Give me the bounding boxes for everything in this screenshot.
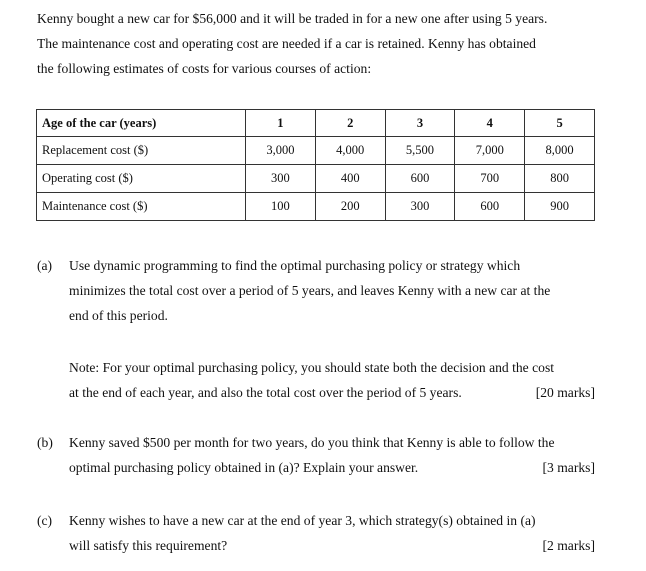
- question-b-line-2: optimal purchasing policy obtained in (a)? Explain your answer.: [69, 460, 419, 475]
- question-b-line-1: Kenny saved $500 per month for two years, do you think that Kenny is able to follow the: [69, 435, 555, 450]
- question-a-label: (a): [37, 258, 53, 273]
- table-row-replacement: [37, 137, 595, 165]
- table-cell: 800: [525, 165, 595, 193]
- row-label: Replacement cost ($): [37, 137, 246, 165]
- question-a-line-2: minimizes the total cost over a period of 5 years, and leaves Kenny with a new car at the: [69, 283, 551, 298]
- table-cell: 7,000: [455, 137, 525, 165]
- question-b-text: [69, 430, 595, 480]
- question-a-line-1: Use dynamic programming to find the optimal purchasing policy or strategy which: [69, 258, 521, 273]
- table-cell: 900: [525, 193, 595, 221]
- header-year-5: 5: [525, 110, 595, 137]
- header-year-3: 3: [385, 110, 455, 137]
- question-a: [37, 253, 595, 328]
- question-b-label: (b): [37, 435, 53, 450]
- question-b-marks: [3 marks]: [542, 460, 595, 475]
- question-c-label: (c): [37, 513, 53, 528]
- table-row-maintenance: [37, 193, 595, 221]
- question-a-line-3: end of this period.: [69, 308, 168, 323]
- table-cell: 700: [455, 165, 525, 193]
- intro-line-2: The maintenance cost and operating cost are needed if a car is retained. Kenny has obtained: [37, 36, 536, 51]
- header-year-4: 4: [455, 110, 525, 137]
- question-a-text: [69, 253, 595, 328]
- row-label: Maintenance cost ($): [37, 193, 246, 221]
- row-label: Operating cost ($): [37, 165, 246, 193]
- question-a-note: [69, 355, 595, 405]
- note-line-1: Note: For your optimal purchasing policy, you should state both the decision and the cost: [69, 360, 555, 375]
- question-c-text: [69, 508, 595, 558]
- cost-table: [36, 109, 595, 221]
- question-b: [37, 430, 595, 480]
- table-cell: 600: [385, 165, 455, 193]
- table-cell: 8,000: [525, 137, 595, 165]
- header-year-2: 2: [315, 110, 385, 137]
- table-cell: 3,000: [246, 137, 316, 165]
- question-c: [37, 508, 595, 558]
- table-cell: 300: [385, 193, 455, 221]
- header-year-1: 1: [246, 110, 316, 137]
- note-line-2: at the end of each year, and also the total cost over the period of 5 years.: [69, 385, 462, 400]
- table-cell: 100: [246, 193, 316, 221]
- table-cell: 600: [455, 193, 525, 221]
- table-cell: 300: [246, 165, 316, 193]
- table-row-operating: [37, 165, 595, 193]
- table-cell: 400: [315, 165, 385, 193]
- intro-paragraph: [37, 6, 609, 81]
- header-age-label: Age of the car (years): [37, 110, 246, 137]
- intro-line-3: the following estimates of costs for various courses of action:: [37, 61, 372, 76]
- table-cell: 5,500: [385, 137, 455, 165]
- question-c-marks: [2 marks]: [542, 538, 595, 553]
- question-c-line-2: will satisfy this requirement?: [69, 538, 228, 553]
- table-cell: 200: [315, 193, 385, 221]
- question-a-marks: [20 marks]: [535, 385, 595, 400]
- intro-line-1: Kenny bought a new car for $56,000 and it will be traded in for a new one after using 5 years.: [37, 11, 548, 26]
- table-header-row: [37, 110, 595, 137]
- question-c-line-1: Kenny wishes to have a new car at the end of year 3, which strategy(s) obtained in (a): [69, 513, 536, 528]
- table-cell: 4,000: [315, 137, 385, 165]
